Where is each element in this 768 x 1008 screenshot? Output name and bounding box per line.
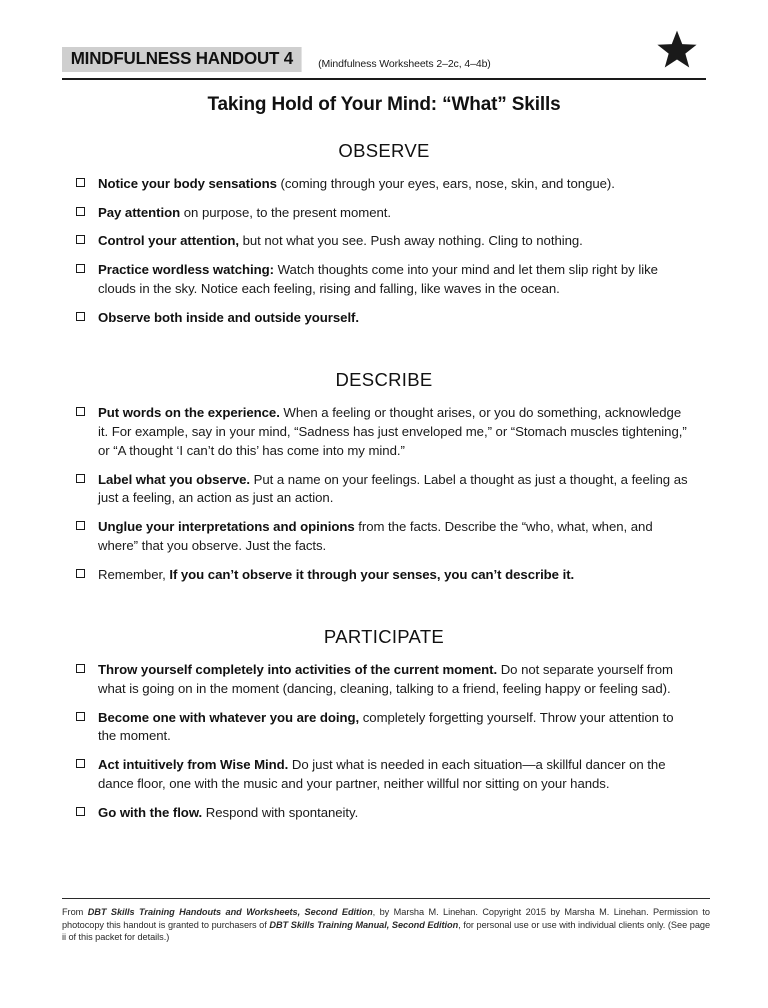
bullet-lead: Pay attention <box>98 204 181 220</box>
footer-run: , by Marsha M. Linehan. Copyright 2015 by Marsha M. Linehan. Permission to photocopy this handout is granted to purchasers of <box>62 907 710 930</box>
footer-divider <box>62 898 710 899</box>
bullet-body: Watch thoughts come into your mind and let them slip right by like clouds in the sky. Notice each feeling, rising and falling, like waves in the ocean. <box>98 262 658 296</box>
checkbox-icon <box>76 569 85 578</box>
bullet-body: completely forgetting yourself. Throw your attention to the moment. <box>98 709 674 744</box>
bullet-list-describe <box>62 404 706 584</box>
checkbox-icon <box>76 521 85 530</box>
checkbox-icon <box>76 264 85 273</box>
list-item <box>76 566 692 585</box>
page-title: Taking Hold of Your Mind: “What” Skills <box>207 94 561 115</box>
bullet-body: Respond with spontaneity. <box>202 804 359 820</box>
footer-run: , for personal use or use with individual clients only. (See page ii of this packet for details.) <box>62 919 711 943</box>
bullet-lead: Put words on the experience. <box>98 405 280 421</box>
footer-title-italic: DBT Skills Training Handouts and Worksheets, Second Edition <box>87 907 373 917</box>
checkbox-icon <box>76 207 85 216</box>
checkbox-icon <box>76 407 85 416</box>
list-item <box>76 471 692 508</box>
bullet-list-participate <box>62 661 706 822</box>
checkbox-icon <box>76 712 85 721</box>
section-describe <box>62 369 706 584</box>
list-item <box>76 756 692 793</box>
section-heading-observe: OBSERVE <box>338 140 430 161</box>
bullet-lead: Control your attention, <box>98 233 239 249</box>
section-observe <box>62 140 706 327</box>
page-header <box>62 30 706 78</box>
list-item <box>76 261 692 298</box>
checkbox-icon <box>76 807 85 816</box>
handout-banner <box>62 47 491 72</box>
copyright-notice <box>62 906 710 944</box>
bullet-lead: Become one with whatever you are doing, <box>98 709 360 725</box>
handout-worksheets-reference: (Mindfulness Worksheets 2–2c, 4–4b) <box>318 58 491 70</box>
bullet-lead: Throw yourself completely into activities of the current moment. <box>98 662 498 678</box>
bullet-lead: Label what you observe. <box>98 471 251 487</box>
bullet-lead: Unglue your interpretations and opinions <box>98 519 355 535</box>
bullet-list-observe <box>62 175 706 327</box>
bullet-prefix: Remember, <box>98 566 170 582</box>
list-item <box>76 661 692 698</box>
bullet-body: (coming through your eyes, ears, nose, skin, and tongue). <box>276 176 615 191</box>
bullet-body: but not what you see. Push away nothing. Cling to nothing. <box>238 233 583 249</box>
checkbox-icon <box>76 235 85 244</box>
list-item <box>76 709 692 746</box>
bullet-lead: Notice your body sensations <box>98 176 277 191</box>
list-item <box>76 804 692 823</box>
bullet-body: Do not separate yourself from what is going on in the moment (dancing, cleaning, talking to a friend, feeling happy or feeling sad). <box>98 662 673 697</box>
footer-run: From <box>62 907 88 917</box>
bullet-lead: Go with the flow. <box>98 804 203 820</box>
bullet-lead: Act intuitively from Wise Mind. <box>98 757 289 773</box>
section-heading-describe: DESCRIBE <box>335 369 433 391</box>
list-item <box>76 518 692 555</box>
bullet-body: When a feeling or thought arises, or you do something, acknowledge it. For example, say in your mind, “Sadness has just enveloped me,” or “Stomach muscles tightening,” or “A thought ‘I can’t do this’ has come into my mind.” <box>98 405 687 458</box>
checkbox-icon <box>76 312 85 321</box>
bullet-body: Put a name on your feelings. Label a thought as just a thought, a feeling as just a feeling, an action as just an action. <box>98 471 688 506</box>
bullet-lead: Observe both inside and outside yourself. <box>98 309 360 325</box>
list-item <box>76 404 692 460</box>
list-item <box>76 204 692 223</box>
bullet-lead: Practice wordless watching: <box>98 262 275 278</box>
list-item <box>76 175 692 194</box>
checkbox-icon <box>76 178 85 187</box>
bullet-body: on purpose, to the present moment. <box>180 204 391 220</box>
bullet-lead: If you can’t observe it through your senses, you can’t describe it. <box>169 566 575 582</box>
list-item <box>76 309 692 328</box>
star-icon <box>656 29 698 69</box>
checkbox-icon <box>76 664 85 673</box>
handout-number-label: MINDFULNESS HANDOUT 4 <box>62 47 302 72</box>
bullet-body: from the facts. Describe the “who, what, when, and where” that you observe. Just the facts. <box>98 519 653 553</box>
checkbox-icon <box>76 759 85 768</box>
checkbox-icon <box>76 474 85 483</box>
section-heading-participate: PARTICIPATE <box>323 626 445 648</box>
footer-title-italic: DBT Skills Training Manual, Second Edition <box>269 919 459 930</box>
bullet-body: Do just what is needed in each situation—a skillful dancer on the dance floor, one with the music and your partner, neither willful nor sitting on your hands. <box>98 757 666 791</box>
page-footer <box>62 898 710 944</box>
header-divider <box>62 78 706 80</box>
section-participate <box>62 626 706 822</box>
list-item <box>76 232 692 251</box>
